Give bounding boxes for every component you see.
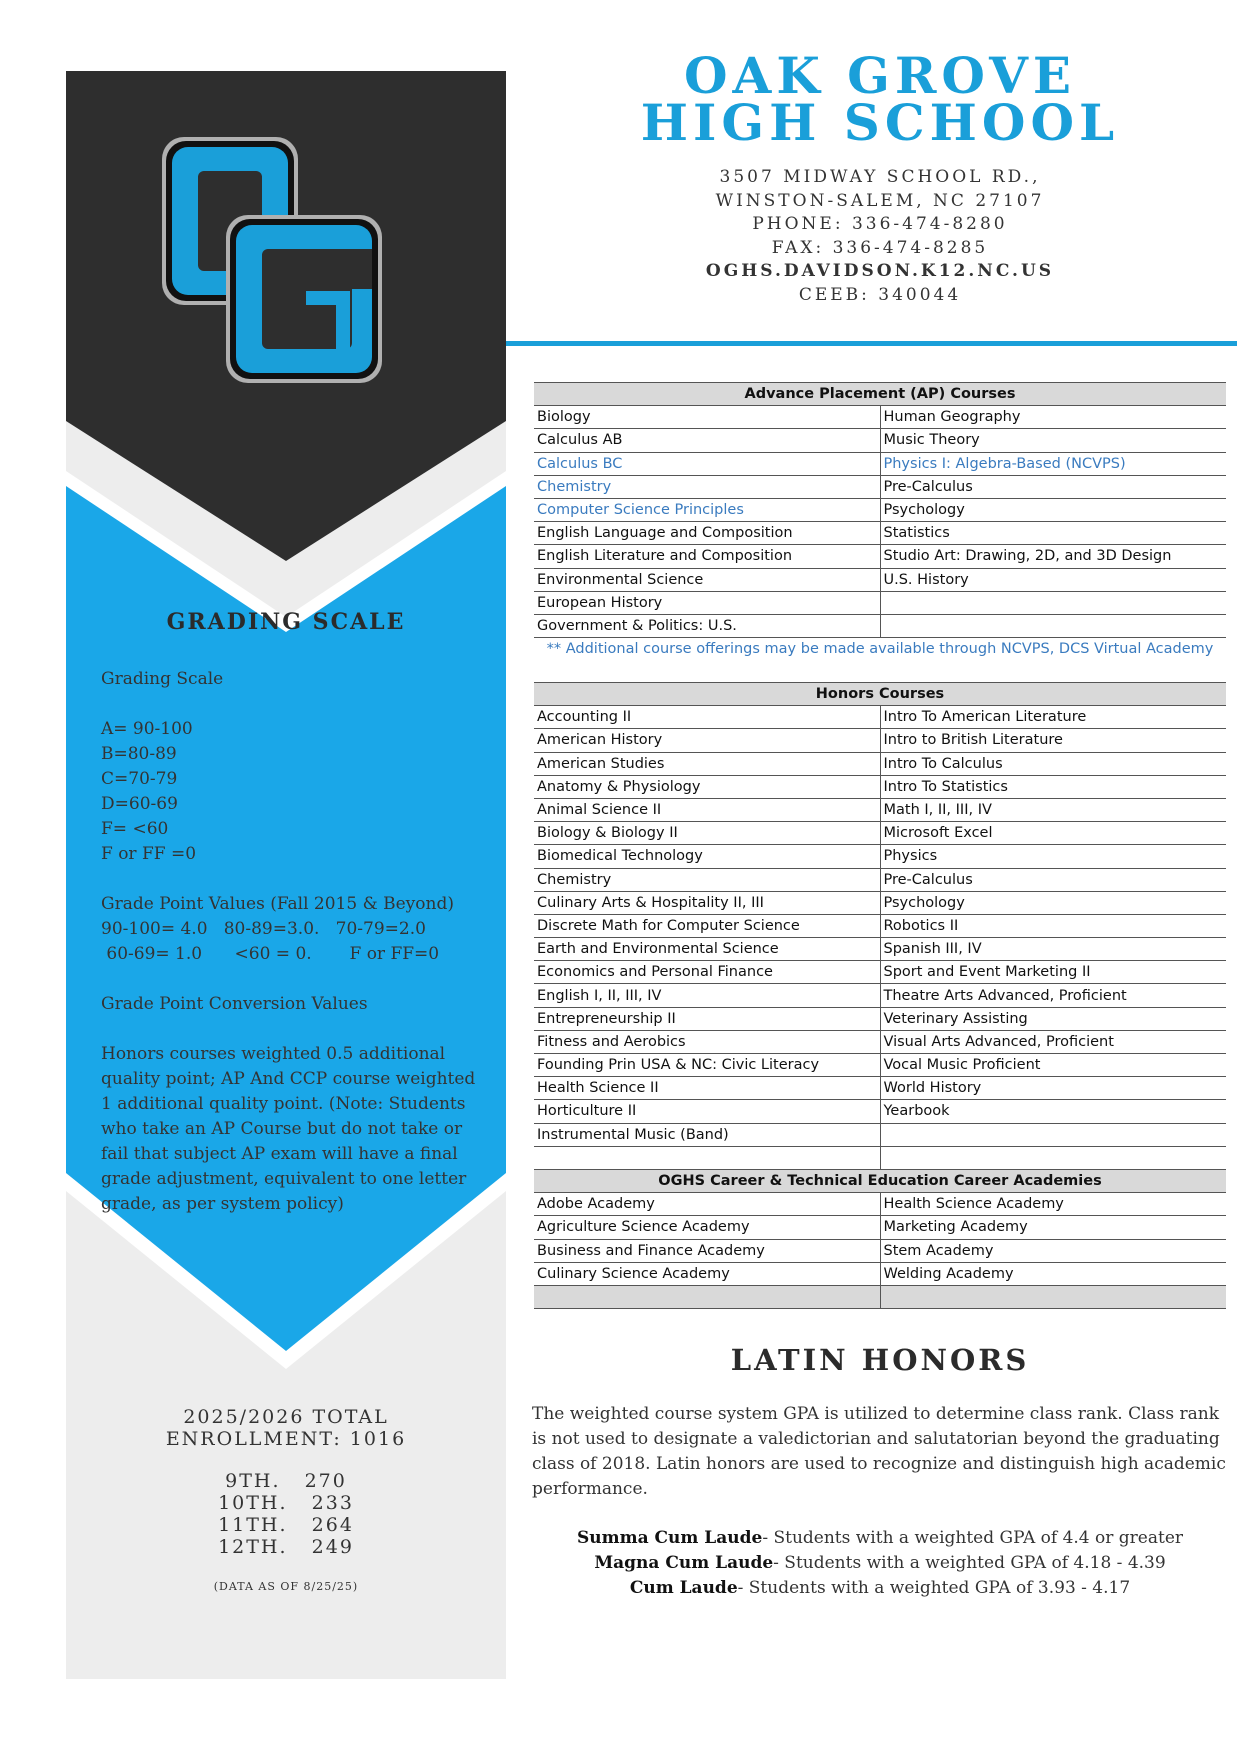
course-cell: Microsoft Excel bbox=[880, 822, 1226, 845]
course-link[interactable]: Computer Science Principles bbox=[534, 498, 880, 521]
honor-name: Magna Cum Laude bbox=[594, 1553, 774, 1573]
course-cell: Calculus AB bbox=[534, 429, 880, 452]
gpv-line-1: 90-100= 4.0 80-89=3.0. 70-79=2.0 bbox=[101, 919, 426, 939]
table-row bbox=[534, 752, 1226, 775]
enrollment-by-grade bbox=[66, 1470, 506, 1558]
enrollment-11th: 11TH. 264 bbox=[218, 1514, 354, 1536]
course-cell: Founding Prin USA & NC: Civic Literacy bbox=[534, 1054, 880, 1077]
course-cell: Adobe Academy bbox=[534, 1193, 880, 1216]
enrollment-as-of: (DATA AS OF 8/25/25) bbox=[213, 1580, 359, 1593]
course-cell: Health Science Academy bbox=[880, 1193, 1226, 1216]
address-line-2: WINSTON-SALEM, NC 27107 bbox=[715, 190, 1045, 211]
course-cell: Anatomy & Physiology bbox=[534, 775, 880, 798]
table-row bbox=[534, 1285, 1226, 1308]
grade-c: C=70-79 bbox=[101, 769, 178, 789]
course-cell: Horticulture II bbox=[534, 1100, 880, 1123]
table-row bbox=[534, 984, 1226, 1007]
table-row bbox=[534, 1216, 1226, 1239]
enrollment-total-line-1: 2025/2026 TOTAL bbox=[183, 1406, 389, 1428]
course-cell bbox=[880, 591, 1226, 614]
sidebar bbox=[66, 71, 506, 1679]
course-cell: Music Theory bbox=[880, 429, 1226, 452]
course-cell: Studio Art: Drawing, 2D, and 3D Design bbox=[880, 545, 1226, 568]
course-cell: Intro To Statistics bbox=[880, 775, 1226, 798]
table-row bbox=[534, 1146, 1226, 1169]
course-cell: Culinary Science Academy bbox=[534, 1262, 880, 1285]
ceeb-code: CEEB: 340044 bbox=[798, 284, 962, 305]
course-cell: Visual Arts Advanced, Proficient bbox=[880, 1030, 1226, 1053]
table-row bbox=[534, 568, 1226, 591]
table-row bbox=[534, 1262, 1226, 1285]
enrollment-block bbox=[66, 1406, 506, 1593]
course-cell: Biology & Biology II bbox=[534, 822, 880, 845]
table-row bbox=[534, 1100, 1226, 1123]
enrollment-10th: 10TH. 233 bbox=[218, 1492, 354, 1514]
school-name-line-2: HIGH SCHOOL bbox=[640, 93, 1120, 152]
course-cell: Pre-Calculus bbox=[880, 868, 1226, 891]
course-cell: Health Science II bbox=[534, 1077, 880, 1100]
header-divider bbox=[506, 341, 1237, 346]
ap-courses-table bbox=[534, 382, 1226, 660]
table-row bbox=[534, 914, 1226, 937]
course-cell: U.S. History bbox=[880, 568, 1226, 591]
table-row bbox=[534, 591, 1226, 614]
table-row bbox=[534, 891, 1226, 914]
course-cell: Chemistry bbox=[534, 868, 880, 891]
latin-honors-list bbox=[534, 1526, 1226, 1601]
course-cell: American History bbox=[534, 729, 880, 752]
og-monogram-icon bbox=[156, 131, 396, 391]
course-cell: English Literature and Composition bbox=[534, 545, 880, 568]
course-cell: Government & Politics: U.S. bbox=[534, 614, 880, 637]
course-cell bbox=[880, 1123, 1226, 1146]
course-cell: Biomedical Technology bbox=[534, 845, 880, 868]
table-row bbox=[534, 729, 1226, 752]
course-cell: Environmental Science bbox=[534, 568, 880, 591]
latin-honor-cum bbox=[534, 1576, 1226, 1601]
empty-cell bbox=[534, 1285, 880, 1308]
table-row bbox=[534, 498, 1226, 521]
table-row bbox=[534, 1077, 1226, 1100]
website-link[interactable]: OGHS.DAVIDSON.K12.NC.US bbox=[705, 261, 1055, 281]
grade-d: D=60-69 bbox=[101, 794, 178, 814]
course-cell: World History bbox=[880, 1077, 1226, 1100]
course-cell: Statistics bbox=[880, 522, 1226, 545]
table-row bbox=[534, 845, 1226, 868]
course-cell: Spanish III, IV bbox=[880, 938, 1226, 961]
address-line-1: 3507 MIDWAY SCHOOL RD., bbox=[719, 167, 1041, 187]
table-row bbox=[534, 1239, 1226, 1262]
course-cell: Business and Finance Academy bbox=[534, 1239, 880, 1262]
course-cell: Earth and Environmental Science bbox=[534, 938, 880, 961]
course-cell: European History bbox=[534, 591, 880, 614]
empty-cell bbox=[880, 1146, 1226, 1169]
honors-table-header: Honors Courses bbox=[534, 683, 1226, 706]
course-cell: Instrumental Music (Band) bbox=[534, 1123, 880, 1146]
table-row bbox=[534, 822, 1226, 845]
ap-table-header: Advance Placement (AP) Courses bbox=[534, 383, 1226, 406]
table-row bbox=[534, 522, 1226, 545]
table-row bbox=[534, 406, 1226, 429]
conversion-text: Honors courses weighted 0.5 additional quality point; AP And CCP course weighted 1 additional quality point. (Note: Students who take an AP Course but do not take or fail that subject AP exam will have a final grade adjustment, equivalent to one letter grade, as per system policy) bbox=[101, 1044, 476, 1214]
course-cell: Entrepreneurship II bbox=[534, 1007, 880, 1030]
course-link[interactable]: Physics I: Algebra-Based (NCVPS) bbox=[880, 452, 1226, 475]
honor-desc: - Students with a weighted GPA of 4.4 or greater bbox=[762, 1528, 1184, 1548]
course-cell: Robotics II bbox=[880, 914, 1226, 937]
table-row bbox=[534, 1007, 1226, 1030]
course-cell: Theatre Arts Advanced, Proficient bbox=[880, 984, 1226, 1007]
grading-scale-title: GRADING SCALE bbox=[166, 609, 406, 635]
school-name-line-1: OAK GROVE bbox=[683, 46, 1077, 105]
course-cell: Biology bbox=[534, 406, 880, 429]
course-cell: Fitness and Aerobics bbox=[534, 1030, 880, 1053]
course-cell: Physics bbox=[880, 845, 1226, 868]
grade-b: B=80-89 bbox=[101, 744, 177, 764]
course-cell: American Studies bbox=[534, 752, 880, 775]
ap-note: ** Additional course offerings may be made available through NCVPS, DCS Virtual Academy bbox=[546, 641, 1214, 658]
table-row bbox=[534, 1030, 1226, 1053]
table-row bbox=[534, 961, 1226, 984]
course-cell: Culinary Arts & Hospitality II, III bbox=[534, 891, 880, 914]
table-row bbox=[534, 475, 1226, 498]
table-row bbox=[534, 545, 1226, 568]
honor-desc: - Students with a weighted GPA of 3.93 - 4.17 bbox=[737, 1578, 1131, 1598]
course-cell: Economics and Personal Finance bbox=[534, 961, 880, 984]
table-row bbox=[534, 868, 1226, 891]
course-cell: English I, II, III, IV bbox=[534, 984, 880, 1007]
school-header bbox=[600, 46, 1160, 307]
enrollment-total-line-2: ENROLLMENT: 1016 bbox=[165, 1428, 407, 1450]
course-link[interactable]: Chemistry bbox=[534, 475, 880, 498]
empty-cell bbox=[880, 1285, 1226, 1308]
course-cell: Welding Academy bbox=[880, 1262, 1226, 1285]
course-cell bbox=[880, 614, 1226, 637]
course-cell: Animal Science II bbox=[534, 798, 880, 821]
course-cell: Marketing Academy bbox=[880, 1216, 1226, 1239]
grading-subtitle: Grading Scale bbox=[101, 669, 224, 689]
table-row bbox=[534, 1123, 1226, 1146]
grade-f: F= <60 bbox=[101, 819, 169, 839]
course-cell: Pre-Calculus bbox=[880, 475, 1226, 498]
course-cell: Accounting II bbox=[534, 706, 880, 729]
table-row bbox=[534, 706, 1226, 729]
fax: FAX: 336-474-8285 bbox=[771, 237, 989, 258]
latin-honors-body: The weighted course system GPA is utilized to determine class rank. Class rank is not used to designate a valedictorian and salutatorian beyond the graduating class of 2018. Latin honors are used to recognize and distinguish high academic performance. bbox=[532, 1404, 1226, 1499]
grade-ff: F or FF =0 bbox=[101, 844, 197, 864]
course-cell: Psychology bbox=[880, 891, 1226, 914]
latin-honors-title: LATIN HONORS bbox=[730, 1343, 1030, 1377]
table-row bbox=[534, 798, 1226, 821]
school-name bbox=[600, 46, 1160, 152]
course-cell: English Language and Composition bbox=[534, 522, 880, 545]
honors-courses-table bbox=[534, 682, 1226, 1170]
table-row bbox=[534, 1054, 1226, 1077]
cte-academies-table bbox=[534, 1169, 1226, 1309]
course-cell: Vocal Music Proficient bbox=[880, 1054, 1226, 1077]
phone: PHONE: 336-474-8280 bbox=[752, 214, 1008, 234]
course-cell: Intro to British Literature bbox=[880, 729, 1226, 752]
cte-table-header: OGHS Career & Technical Education Career Academies bbox=[534, 1170, 1226, 1193]
conversion-title: Grade Point Conversion Values bbox=[101, 994, 368, 1014]
table-row bbox=[534, 452, 1226, 475]
empty-cell bbox=[534, 1146, 880, 1169]
table-row bbox=[534, 775, 1226, 798]
table-row bbox=[534, 1193, 1226, 1216]
honor-name: Cum Laude bbox=[629, 1578, 738, 1598]
table-row bbox=[534, 429, 1226, 452]
grading-scale-body bbox=[101, 667, 481, 1217]
course-cell: Sport and Event Marketing II bbox=[880, 961, 1226, 984]
course-cell: Veterinary Assisting bbox=[880, 1007, 1226, 1030]
course-cell: Yearbook bbox=[880, 1100, 1226, 1123]
course-cell: Psychology bbox=[880, 498, 1226, 521]
course-cell: Agriculture Science Academy bbox=[534, 1216, 880, 1239]
enrollment-9th: 9TH. 270 bbox=[225, 1470, 347, 1492]
school-contact bbox=[600, 166, 1160, 307]
course-link[interactable]: Calculus BC bbox=[534, 452, 880, 475]
course-cell: Human Geography bbox=[880, 406, 1226, 429]
honor-name: Summa Cum Laude bbox=[576, 1528, 763, 1548]
table-row bbox=[534, 938, 1226, 961]
course-cell: Math I, II, III, IV bbox=[880, 798, 1226, 821]
enrollment-12th: 12TH. 249 bbox=[218, 1536, 354, 1558]
table-row bbox=[534, 614, 1226, 637]
gpv-line-2: 60-69= 1.0 <60 = 0. F or FF=0 bbox=[101, 944, 440, 964]
latin-honor-magna bbox=[534, 1551, 1226, 1576]
course-cell: Discrete Math for Computer Science bbox=[534, 914, 880, 937]
course-cell: Intro To Calculus bbox=[880, 752, 1226, 775]
course-cell: Intro To American Literature bbox=[880, 706, 1226, 729]
grade-a: A= 90-100 bbox=[101, 719, 193, 739]
latin-honor-summa bbox=[534, 1526, 1226, 1551]
course-cell: Stem Academy bbox=[880, 1239, 1226, 1262]
honor-desc: - Students with a weighted GPA of 4.18 - 4.39 bbox=[773, 1553, 1166, 1573]
gpv-title: Grade Point Values (Fall 2015 & Beyond) bbox=[101, 894, 454, 914]
